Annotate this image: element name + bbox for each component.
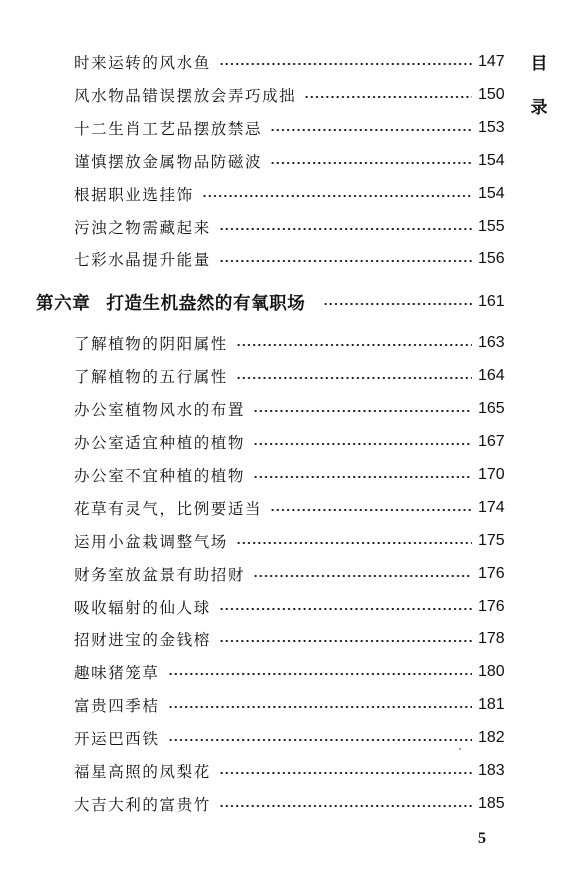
toc-entry[interactable] xyxy=(74,215,504,239)
toc-entry-page: 155 xyxy=(478,218,505,235)
toc-entry[interactable] xyxy=(74,792,504,816)
dot-leader xyxy=(219,640,472,642)
toc-entry[interactable] xyxy=(74,50,504,74)
dot-leader xyxy=(270,129,472,131)
chapter-number: 第六章 xyxy=(36,293,91,314)
toc-entry-title: 吸收辐射的仙人球 xyxy=(74,599,211,617)
toc-entry-title: 花草有灵气，比例要适当 xyxy=(74,500,263,518)
dot-leader xyxy=(323,303,472,305)
toc-entry-title: 了解植物的五行属性 xyxy=(74,368,228,386)
toc-entry-title: 趣味猪笼草 xyxy=(74,664,160,682)
toc-entry[interactable] xyxy=(74,364,504,388)
toc-entry-title: 办公室不宜种植的植物 xyxy=(74,467,246,485)
dot-leader xyxy=(253,410,472,412)
toc-entry[interactable] xyxy=(74,627,504,651)
dot-leader xyxy=(168,706,472,708)
toc-entry-title: 运用小盆栽调整气场 xyxy=(74,533,228,551)
toc-entry[interactable] xyxy=(74,595,504,619)
toc-entry-page: 183 xyxy=(478,762,505,779)
toc-entry-page: 154 xyxy=(478,152,505,169)
chapter-page: 161 xyxy=(478,293,505,310)
toc-entry-title: 办公室适宜种植的植物 xyxy=(74,434,246,452)
toc-entry-title: 招财进宝的金钱榕 xyxy=(74,631,211,649)
dot-leader xyxy=(168,673,472,675)
toc-entry-page: 180 xyxy=(478,663,505,680)
dot-leader xyxy=(253,575,472,577)
toc-entry[interactable] xyxy=(74,463,504,487)
dot-leader xyxy=(219,63,472,65)
dot-leader xyxy=(219,805,472,807)
toc-entry-title: 谨慎摆放金属物品防磁波 xyxy=(74,153,263,171)
toc-entry-page: 150 xyxy=(478,86,505,103)
dot-leader xyxy=(168,739,472,741)
dot-leader xyxy=(253,443,472,445)
sidebar-char-mu: 目 xyxy=(530,54,548,74)
toc-entry-page: 182 xyxy=(478,729,505,746)
toc-entry[interactable] xyxy=(74,331,504,355)
toc-entry-page: 164 xyxy=(478,367,505,384)
dot-leader xyxy=(253,476,472,478)
toc-chapter[interactable] xyxy=(36,288,504,316)
dot-leader xyxy=(219,608,472,610)
toc-entry[interactable] xyxy=(74,529,504,553)
toc-entry[interactable] xyxy=(74,83,504,107)
toc-entry-title: 福星高照的凤梨花 xyxy=(74,763,211,781)
toc-entry-title: 七彩水晶提升能量 xyxy=(74,251,211,269)
toc-entry[interactable] xyxy=(74,397,504,421)
toc-entry-title: 财务室放盆景有助招财 xyxy=(74,566,246,584)
toc-entry-page: 175 xyxy=(478,532,505,549)
toc-entry-page: 181 xyxy=(478,696,505,713)
dot-leader xyxy=(219,228,472,230)
dot-leader xyxy=(236,377,472,379)
toc-entry[interactable] xyxy=(74,693,504,717)
dot-leader xyxy=(219,772,472,774)
toc-entry-page: 154 xyxy=(478,185,505,202)
sidebar-char-lu: 录 xyxy=(530,98,548,118)
toc-entry-page: 176 xyxy=(478,598,505,615)
toc-entry-title: 根据职业选挂饰 xyxy=(74,186,194,204)
toc-entry-page: 165 xyxy=(478,400,505,417)
dot-leader xyxy=(270,509,472,511)
toc-entry[interactable] xyxy=(74,726,504,750)
toc-entry-page: 167 xyxy=(478,433,505,450)
toc-entry[interactable] xyxy=(74,562,504,586)
toc-entry-title: 富贵四季桔 xyxy=(74,697,160,715)
toc-entry[interactable] xyxy=(74,430,504,454)
toc-entry-page: 147 xyxy=(478,53,505,70)
dot-leader xyxy=(270,162,472,164)
toc-entry-page: 174 xyxy=(478,499,505,516)
toc-entry-title: 了解植物的阴阳属性 xyxy=(74,335,228,353)
dot-leader xyxy=(236,344,472,346)
toc-entry-page: 176 xyxy=(478,565,505,582)
toc-entry-page: 153 xyxy=(478,119,505,136)
toc-entry[interactable] xyxy=(74,496,504,520)
toc-entry-page: 163 xyxy=(478,334,505,351)
toc-entry-title: 时来运转的风水鱼 xyxy=(74,54,211,72)
toc-entry-page: 156 xyxy=(478,250,505,267)
toc-entry-page: 170 xyxy=(478,466,505,483)
page-number: 5 xyxy=(478,830,486,847)
dot-leader xyxy=(304,96,472,98)
dot-leader xyxy=(219,260,472,262)
toc-entry[interactable] xyxy=(74,116,504,140)
toc-entry-title: 风水物品错误摆放会弄巧成拙 xyxy=(74,87,297,105)
dot-leader xyxy=(236,542,472,544)
toc-entry[interactable] xyxy=(74,660,504,684)
chapter-title: 打造生机盎然的有氧职场 xyxy=(106,293,306,314)
toc-entry-title: 大吉大利的富贵竹 xyxy=(74,796,211,814)
toc-entry[interactable] xyxy=(74,247,504,271)
toc-entry-page: 178 xyxy=(478,630,505,647)
toc-entry-title: 污浊之物需藏起来 xyxy=(74,219,211,237)
scan-speck xyxy=(459,748,461,750)
toc-entry[interactable] xyxy=(74,759,504,783)
toc-entry-title: 十二生肖工艺品摆放禁忌 xyxy=(74,120,263,138)
toc-entry[interactable] xyxy=(74,182,504,206)
dot-leader xyxy=(202,195,472,197)
toc-entry-title: 办公室植物风水的布置 xyxy=(74,401,246,419)
toc-entry-title: 开运巴西铁 xyxy=(74,730,160,748)
toc-entry-page: 185 xyxy=(478,795,505,812)
toc-entry[interactable] xyxy=(74,149,504,173)
